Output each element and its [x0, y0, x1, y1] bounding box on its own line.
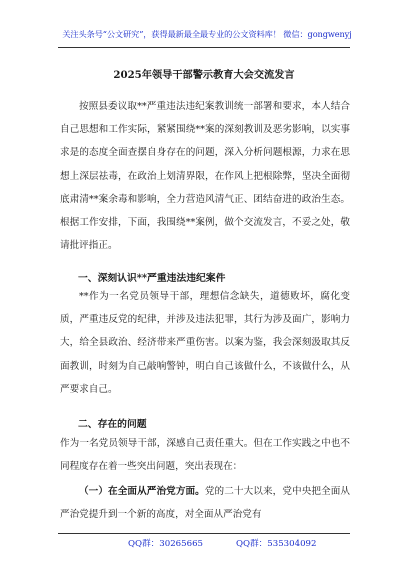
paragraph-intro: [60, 95, 350, 257]
promo-banner: 关注头条号“公文研究”，获得最新最全最专业的公文资料库！ 微信：gongwenyj: [62, 29, 352, 39]
subsection-heading-1: （一）在全面从严治党方面。: [79, 486, 205, 497]
paragraph-problems-intro: [60, 432, 350, 478]
paragraph-case-analysis: [60, 285, 350, 401]
paragraph-case-analysis-text: **作为一名党员领导干部，理想信念缺失，道德败坏，腐化变质，严重违反党的纪律，并涉及违法犯罪，其行为涉及面广，影响力大，给全县政治、经济带来严重伤害。以案为鉴，我会深刻汲取其反面教训，时刻为自己敲响警钟，明白自己该做什么，不该做什么，从严要求自己。: [60, 291, 350, 395]
header-divider: [58, 47, 350, 48]
paragraph-subsection-1: [60, 480, 350, 526]
paragraph-intro-text: 按照县委议取**严重违法违纪案教训统一部署和要求，本人结合自己思想和工作实际，紧紧围绕**案的深刻教训及恶劣影响，以实事求是的态度全面查摆自身存在的问题，深入分析问题根源，力求在思想上深层祛毒，在政治上划清界限，在作风上把根除弊，坚决全面彻底肃清**案余毒和影响，全力营造风清气正、团结奋进的政治生态。根据工作安排，下面，我围绕**案例，做个交流发言，不妥之处，敬请批评指正。: [60, 101, 350, 252]
document-title: 2025年领导干部警示教育大会交流发言: [113, 69, 295, 81]
qq-group-right: QQ群：535304092: [236, 539, 317, 549]
subsection-1-text: 党的二十大以来，党中央把全面从严治党提升到一个新的高度，对全面从严治党有: [60, 486, 351, 521]
section-heading-2: 二、存在的问题: [78, 419, 147, 430]
footer: [0, 537, 408, 551]
section-heading-1: 一、深刻认识**严重违法违纪案件: [78, 273, 226, 284]
paragraph-problems-intro-text: 作为一名党员领导干部，深感自己责任重大。但在工作实践之中也不同程度存在着一些突出问题，突出表现在：: [60, 438, 350, 473]
qq-group-left: QQ群：30265665: [128, 539, 204, 549]
footer-divider: [58, 533, 350, 534]
